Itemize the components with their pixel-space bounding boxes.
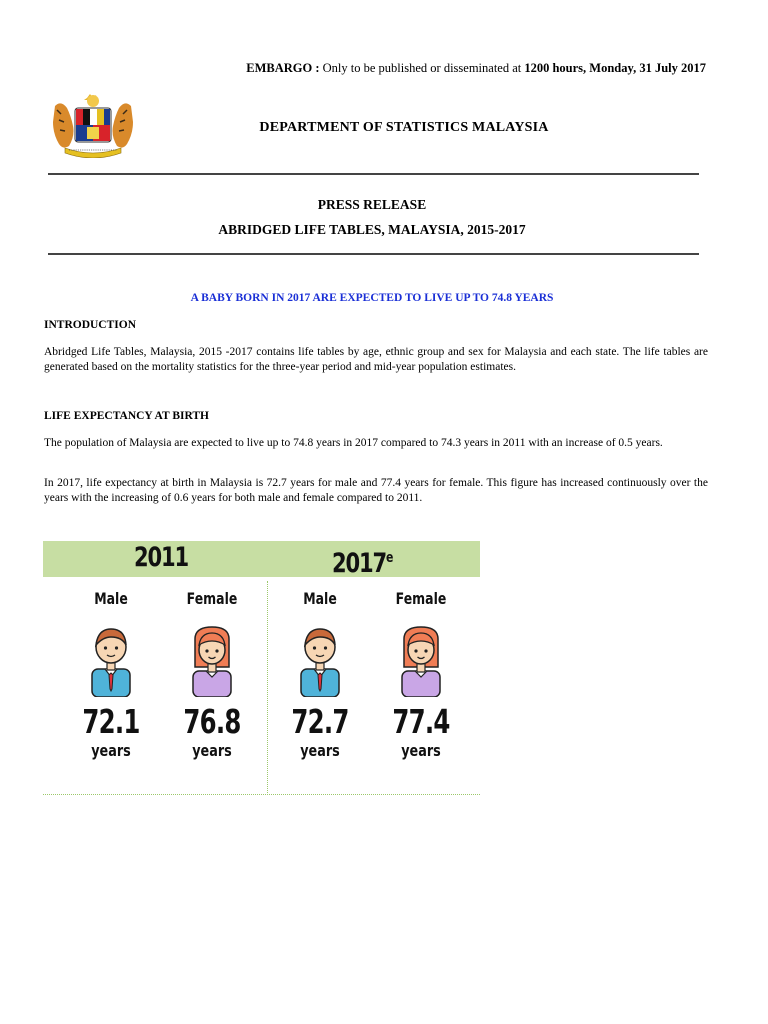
life-expectancy-paragraph-1: The population of Malaysia are expected to live up to 74.8 years in 2017 compared to 74.3 years in 2011 with an increase of 0.5 years. [44,437,663,449]
life-expectancy-paragraph-2: In 2017, life expectancy at birth in Malaysia is 72.7 years for male and 77.4 years for female. This figure has increased continuously over the years with the increasing of 0.6 years for both male and female compared to 2011. [44,477,708,504]
press-release-title: ABRIDGED LIFE TABLES, MALAYSIA, 2015-2017 [218,222,526,237]
unit-label: years [401,741,441,760]
unit-label: years [192,741,232,760]
department-name: DEPARTMENT OF STATISTICS MALAYSIA [259,120,549,135]
male-person-icon [297,625,343,697]
bottom-divider [43,794,480,795]
year-divider [267,581,268,795]
female-person-icon [189,625,235,697]
headline: A BABY BORN IN 2017 ARE EXPECTED TO LIVE UP TO 74.8 YEARS [190,292,554,304]
header-divider-bottom [48,253,699,255]
estimate-superscript: e [385,550,394,566]
embargo-text: Only to be published or disseminated at [319,61,525,75]
year-2017-label [332,541,393,581]
unit-label: years [91,741,131,760]
header-divider-top [48,173,699,175]
embargo-label: EMBARGO : [246,61,320,75]
sex-label: Male [303,589,337,608]
column-2011-female [167,589,257,761]
life-expectancy-value: 76.8 [183,702,241,741]
female-person-icon [398,625,444,697]
press-release-label: PRESS RELEASE [317,197,427,212]
sex-label: Female [395,589,447,608]
year-2011-label: 2011 [134,542,188,573]
embargo-time: 1200 hours, Monday, 31 July 2017 [524,61,706,75]
introduction-paragraph: Abridged Life Tables, Malaysia, 2015 -2017 contains life tables by age, ethnic group and sex for Malaysia and each state. The life tables are generated based on the mortality statistics for the three-year period and mid-year population estimates. [44,346,708,373]
life-expectancy-heading: LIFE EXPECTANCY AT BIRTH [44,410,209,422]
unit-label: years [300,741,340,760]
male-person-icon [88,625,134,697]
column-2017-female [376,589,466,761]
column-2011-male [66,589,156,761]
life-expectancy-value: 72.1 [82,702,140,741]
embargo-notice [246,61,706,76]
year-header-band [43,541,480,577]
life-expectancy-value: 77.4 [392,702,450,741]
column-2017-male [275,589,365,761]
life-expectancy-value: 72.7 [291,702,349,741]
sex-label: Male [94,589,128,608]
introduction-heading: INTRODUCTION [44,319,137,331]
sex-label: Female [186,589,238,608]
life-expectancy-infographic [43,541,480,797]
year-2017-text: 2017 [332,548,386,579]
